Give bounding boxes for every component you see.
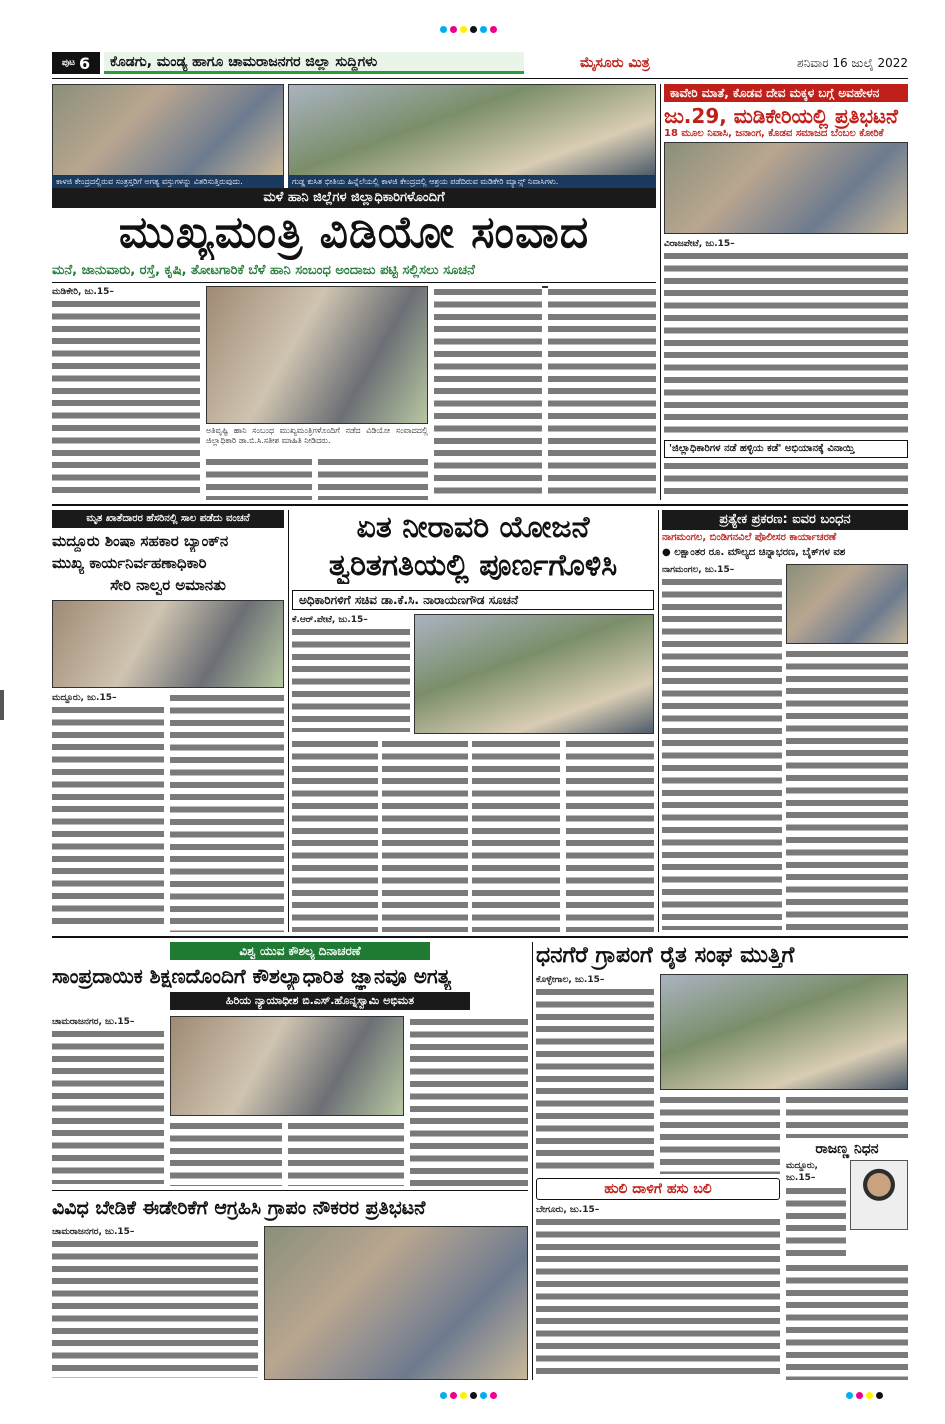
arrest-subhead: ನಾಗಮಂಗಲ, ಬಿಂಡಿಗನವಿಲೆ ಪೊಲೀಸರ ಕಾರ್ಯಾಚರಣೆ bbox=[662, 532, 837, 543]
youth-deck: ಹಿರಿಯ ನ್ಯಾಯಾಧೀಶ ಬಿ.ಎಸ್.ಹೊನ್ನಸ್ವಾಮಿ ಅಭಿಮತ bbox=[170, 992, 470, 1010]
lead-body-col1 bbox=[52, 286, 200, 500]
obituary-portrait bbox=[850, 1160, 908, 1230]
lead-dateline: ಮಡಿಕೇರಿ, ಜು.15– bbox=[52, 287, 114, 297]
kodava-body-text bbox=[664, 250, 908, 436]
irrigation-headline-1: ಏತ ನೀರಾವರಿ ಯೋಜನೆ bbox=[356, 510, 590, 545]
protest-dateline: ಚಾಮರಾಜನಗರ, ಜು.15– bbox=[52, 1227, 135, 1237]
cow-body-text bbox=[536, 1216, 780, 1378]
lead-body-col5 bbox=[548, 286, 656, 500]
farmers-dateline: ಕೊಳ್ಳೇಗಾಲ, ಜು.15– bbox=[536, 975, 605, 985]
relief-camp-group-photo bbox=[288, 84, 656, 176]
youth-body-col4 bbox=[410, 1016, 528, 1186]
column-divider-mid2 bbox=[658, 510, 659, 932]
arrest-body-text-col1 bbox=[662, 576, 782, 930]
obituary-body bbox=[786, 1160, 846, 1260]
youth-kicker: ವಿಶ್ವ ಯುವ ಕೌಶಲ್ಯ ದಿನಾಚರಣೆ bbox=[170, 942, 430, 960]
arrest-kicker: ಪ್ರತ್ಯೇಕ ಪ್ರಕರಣ: ಐವರ ಬಂಧನ bbox=[662, 510, 908, 530]
page-number: 6 bbox=[79, 53, 91, 73]
lead-rule bbox=[52, 282, 656, 283]
minister-inspection-photo bbox=[414, 614, 654, 734]
bank-dateline: ಮದ್ದೂರು, ಜು.15– bbox=[52, 693, 117, 703]
obituary-body-col2 bbox=[786, 1262, 908, 1380]
bank-headline-2: ಮುಖ್ಯ ಕಾರ್ಯನಿರ್ವಹಣಾಧಿಕಾರಿ bbox=[52, 554, 207, 572]
relief-camp-caption: ಗುಡ್ಡ ಕುಸಿತ ಭೀತಿಯ ಹಿನ್ನೆಲೆಯಲ್ಲಿ ಕಾಳಜಿ ಕೇಂದ್ರದಲ್ಲಿ ಆಶ್ರಯ ಪಡೆದಿರುವ ಮಡಿಕೇರಿ ಮ್ಯಾನ್ಸ್ ನಿವಾಸಿಗಳು. bbox=[288, 176, 656, 188]
farmers-headline: ಧನಗೆರೆ ಗ್ರಾಪಂಗೆ ರೈತ ಸಂಘ ಮುತ್ತಿಗೆ bbox=[536, 943, 795, 968]
column-divider-bottom bbox=[532, 942, 533, 1380]
irrigation-body-col2 bbox=[292, 738, 378, 932]
youth-headline: ಸಾಂಪ್ರದಾಯಿಕ ಶಿಕ್ಷಣದೊಂದಿಗೆ ಕೌಶಲ್ಯಾಧಾರಿತ ಜ್ಞಾನವೂ ಅಗತ್ಯ bbox=[52, 964, 452, 988]
bank-body-col2 bbox=[170, 692, 284, 932]
lead-body-text-col1 bbox=[52, 298, 200, 498]
irrigation-dateline: ಕೆ.ಆರ್.ಪೇಟೆ, ಜು.15– bbox=[292, 615, 368, 625]
youth-body-col3 bbox=[288, 1120, 404, 1186]
video-conference-photo bbox=[206, 286, 428, 424]
kodava-headline: ಜು.29, ಮಡಿಕೇರಿಯಲ್ಲಿ ಪ್ರತಿಭಟನೆ bbox=[664, 104, 898, 128]
lead-kicker: ಮಳೆ ಹಾನಿ ಜಿಲ್ಲೆಗಳ ಜಿಲ್ಲಾಧಿಕಾರಿಗಳೊಂದಿಗೆ bbox=[52, 188, 656, 208]
kodava-box-body bbox=[664, 460, 908, 500]
kodava-dateline: ವಿರಾಜಪೇಟೆ, ಜು.15– bbox=[664, 239, 735, 249]
lead-headline: ಮುಖ್ಯಮಂತ್ರಿ ವಿಡಿಯೋ ಸಂವಾದ bbox=[118, 208, 590, 258]
kodava-body bbox=[664, 238, 908, 438]
page-scrollbar[interactable] bbox=[0, 690, 4, 720]
lead-subhead: ಮನೆ, ಜಾನುವಾರು, ರಸ್ತೆ, ಕೃಷಿ, ತೋಟಗಾರಿಕೆ ಬೆಳೆ ಹಾನಿ ಸಂಬಂಧ ಅಂದಾಜು ಪಟ್ಟಿ ಸಲ್ಲಿಸಲು ಸೂಚನೆ bbox=[52, 263, 475, 278]
lead-body-col2 bbox=[206, 456, 312, 500]
arrest-body-col1 bbox=[662, 564, 782, 932]
section-title: ಕೊಡಗು, ಮಂಡ್ಯ ಹಾಗೂ ಚಾಮರಾಜನಗರ ಜಿಲ್ಲಾ ಸುದ್ದಿಗಳು bbox=[104, 52, 524, 74]
arrest-bullet-title: ● ಲಕ್ಷಾಂತರ ರೂ. ಮೌಲ್ಯದ ಚಿನ್ನಾಭರಣ, ಬೈಕ್‌ಗಳ ವಶ bbox=[662, 547, 846, 558]
bank-building-photo bbox=[52, 600, 284, 688]
column-divider-top bbox=[660, 84, 661, 500]
issue-date: ಶನಿವಾರ 16 ಜುಲೈ 2022 bbox=[797, 56, 908, 70]
section-rule-3 bbox=[52, 1190, 528, 1191]
farmers-body-col2 bbox=[660, 1094, 780, 1174]
farmers-protest-photo bbox=[660, 974, 908, 1090]
farmers-body-col1 bbox=[536, 974, 654, 1174]
arrest-body-col2 bbox=[786, 648, 908, 932]
relief-photo-caption: ಕಾಳಜಿ ಕೇಂದ್ರದಲ್ಲಿರುವ ಸಂತ್ರಸ್ತರಿಗೆ ಅಗತ್ಯ ವಸ್ತುಗಳನ್ನು ವಿತರಿಸುತ್ತಿರುವುದು. bbox=[52, 176, 284, 188]
kodava-boxed-title: 'ಜಿಲ್ಲಾಧಿಕಾರಿಗಳ ನಡೆ ಹಳ್ಳಿಯ ಕಡೆ' ಅಭಿಯಾನಕ್ಕೆ ವಿನಾಯ್ತಿ bbox=[664, 440, 908, 458]
lead-body-col3 bbox=[318, 456, 428, 500]
skills-day-event-photo bbox=[170, 1016, 404, 1116]
paper-name: ಮೈಸೂರು ಮಿತ್ರ bbox=[580, 55, 650, 71]
protest-body-text bbox=[52, 1238, 258, 1378]
irrigation-body-col5 bbox=[566, 738, 654, 932]
lead-photo-caption: ಅತಿವೃಷ್ಟಿ ಹಾನಿ ಸಂಬಂಧ ಮುಖ್ಯಮಂತ್ರಿಗಳೊಂದಿಗೆ ನಡೆದ ವಿಡಿಯೋ ಸಂವಾದದಲ್ಲಿ ಜಿಲ್ಲಾಧಿಕಾರಿ ಡಾ.ಬಿ.ಸಿ.ಸತೀಶ ಮಾಹಿತಿ ನೀಡಿದರು. bbox=[206, 426, 428, 445]
section-rule-1 bbox=[52, 504, 908, 506]
farmers-body-text-col1 bbox=[536, 986, 654, 1172]
cow-story-box bbox=[536, 1178, 780, 1200]
obituary-dateline: ಮದ್ದೂರು, ಜು.15– bbox=[786, 1161, 818, 1184]
irrigation-headline-2: ತ್ವರಿತಗತಿಯಲ್ಲಿ ಪೂರ್ಣಗೊಳಿಸಿ bbox=[328, 548, 618, 583]
bank-body-text-col1 bbox=[52, 704, 164, 930]
irrigation-body-col1 bbox=[292, 614, 410, 734]
obituary-headline: ರಾಜಣ್ಣ ನಿಧನ bbox=[815, 1141, 879, 1157]
bank-headline-1: ಮದ್ದೂರು ಶಿಂಷಾ ಸಹಕಾರ ಬ್ಯಾಂಕ್‌ನ bbox=[52, 532, 229, 550]
registration-marks-top bbox=[440, 26, 497, 33]
youth-dateline: ಚಾಮರಾಜನಗರ, ಜು.15– bbox=[52, 1017, 135, 1027]
irrigation-body-col4 bbox=[472, 738, 560, 932]
irrigation-body-text-col1 bbox=[292, 626, 410, 732]
seized-gold-photo bbox=[786, 564, 908, 644]
registration-marks-bottom-right bbox=[846, 1392, 883, 1399]
page-number-box bbox=[52, 52, 100, 74]
header-rule bbox=[52, 78, 908, 79]
cow-headline: ಹುಲಿ ದಾಳಿಗೆ ಹಸು ಬಲಿ bbox=[604, 1181, 712, 1197]
page-label: ಪುಟ bbox=[61, 58, 76, 68]
section-rule-2 bbox=[52, 936, 908, 938]
bank-body-col1 bbox=[52, 692, 164, 932]
kodava-subhead: 18 ಮೂಲ ನಿವಾಸಿ, ಜನಾಂಗ, ಕೊಡವ ಸಮಾಜದ ಬೆಂಬಲ ಕೋರಿಕೆ bbox=[664, 128, 884, 139]
protest-headline: ವಿವಿಧ ಬೇಡಿಕೆ ಈಡೇರಿಕೆಗೆ ಆಗ್ರಹಿಸಿ ಗ್ರಾಪಂ ನೌಕರರ ಪ್ರತಿಭಟನೆ bbox=[52, 1197, 426, 1219]
irrigation-body-col3 bbox=[382, 738, 468, 932]
bank-kicker: ಮೃತ ಖಾತೆದಾರರ ಹೆಸರಿನಲ್ಲಿ ಸಾಲ ಪಡೆದು ವಂಚನೆ bbox=[52, 510, 284, 528]
youth-body-col2 bbox=[170, 1120, 282, 1186]
bank-headline-3: ಸೇರಿ ನಾಲ್ವರ ಅಮಾನತು bbox=[110, 576, 226, 594]
farmers-body-col3 bbox=[786, 1094, 908, 1138]
staff-protest-photo bbox=[264, 1226, 528, 1380]
kodava-kicker: ಕಾವೇರಿ ಮಾತೆ, ಕೊಡವ ದೇವ ಮಕ್ಕಳ ಬಗ್ಗೆ ಅವಹೇಳನ bbox=[664, 84, 908, 102]
cow-body bbox=[536, 1204, 780, 1380]
irrigation-deck: ಅಧಿಕಾರಿಗಳಿಗೆ ಸಚಿವ ಡಾ.ಕೆ.ಸಿ. ನಾರಾಯಣಗೌಡ ಸೂಚನೆ bbox=[292, 590, 654, 610]
kodava-meeting-photo bbox=[664, 142, 908, 234]
cow-dateline: ಬೇಗೂರು, ಜು.15– bbox=[536, 1205, 600, 1215]
registration-marks-bottom bbox=[440, 1392, 497, 1399]
column-divider-mid1 bbox=[288, 510, 289, 932]
obituary-body-text bbox=[786, 1185, 846, 1260]
arrest-dateline: ನಾಗಮಂಗಲ, ಜು.15– bbox=[662, 565, 735, 575]
relief-distribution-photo bbox=[52, 84, 284, 176]
youth-body-col1 bbox=[52, 1016, 164, 1186]
lead-body-col4 bbox=[434, 286, 542, 500]
protest-body bbox=[52, 1226, 258, 1380]
youth-body-text-col1 bbox=[52, 1028, 164, 1184]
